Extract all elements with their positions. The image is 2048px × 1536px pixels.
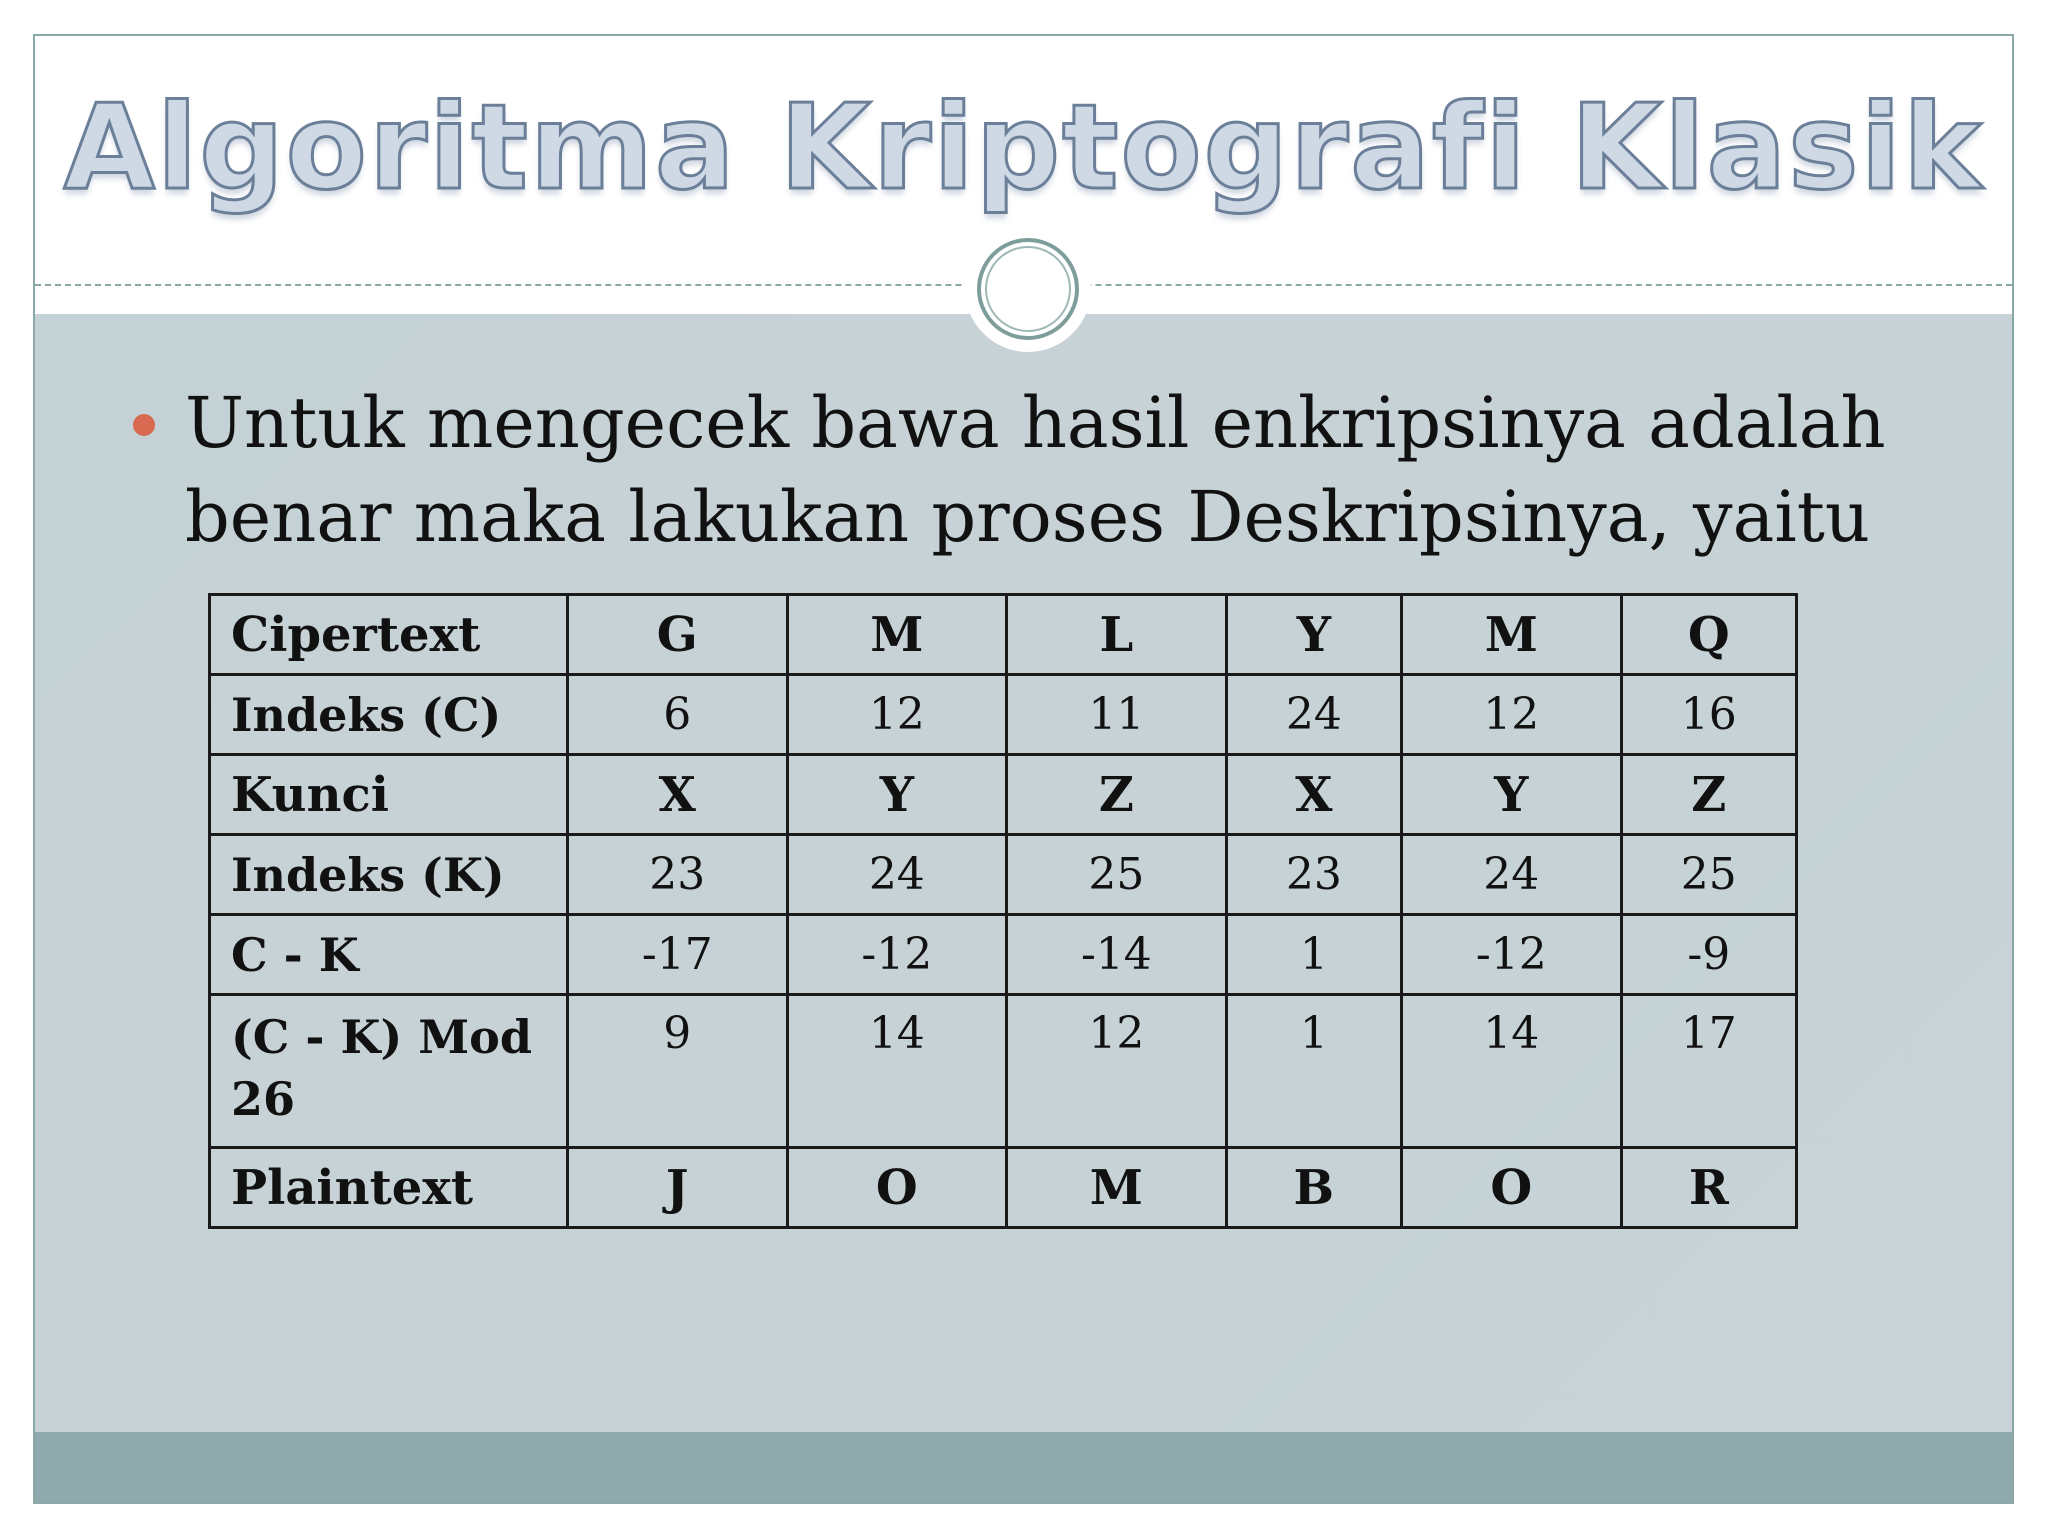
bullet-text: Untuk mengecek bawa hasil enkripsinya adalah benar maka lakukan proses Deskripsinya, yaitu [185,382,1886,558]
table-cell: 1 [1226,915,1401,995]
table-cell: 9 [568,995,788,1148]
table-cell: 16 [1621,675,1796,755]
row-label: Indeks (C) [210,675,568,755]
table-cell: Z [1621,755,1796,835]
table-cell: Y [787,755,1007,835]
table-cell: O [1402,1148,1622,1228]
table-cell: 25 [1007,835,1227,915]
row-label: Kunci [210,755,568,835]
table-cell: 12 [1007,995,1227,1148]
table-cell: X [568,755,788,835]
decryption-table [208,593,1798,1229]
table-cell: 6 [568,675,788,755]
table-cell: Z [1007,755,1227,835]
row-label: Plaintext [210,1148,568,1228]
table-cell: -12 [787,915,1007,995]
table-cell: 12 [787,675,1007,755]
table-cell: B [1226,1148,1401,1228]
row-label: Indeks (K) [210,835,568,915]
table-cell: 12 [1402,675,1622,755]
table-cell: Q [1621,595,1796,675]
table-cell: Y [1402,755,1622,835]
table-cell: 14 [1402,995,1622,1148]
table-row-plaintext [210,1148,1797,1228]
table-cell: 14 [787,995,1007,1148]
table-cell: -9 [1621,915,1796,995]
table-row-indeks-k [210,835,1797,915]
table-cell: 25 [1621,835,1796,915]
table-cell: M [1007,1148,1227,1228]
table-cell: 1 [1226,995,1401,1148]
table-cell: 24 [1226,675,1401,755]
table-row-c-minus-k [210,915,1797,995]
table-cell: L [1007,595,1227,675]
table-cell: J [568,1148,788,1228]
table-cell: 23 [568,835,788,915]
table-cell: 17 [1621,995,1796,1148]
row-label: C - K [210,915,568,995]
bullet-dot-icon [133,414,155,436]
circle-emblem-inner [985,246,1071,332]
table-row-indeks-c [210,675,1797,755]
table-cell: 24 [787,835,1007,915]
table-cell: M [787,595,1007,675]
table-cell: R [1621,1148,1796,1228]
table-cell: -12 [1402,915,1622,995]
slide-title: Algoritma Kriptografi Klasik [63,78,1984,216]
slide [33,34,2014,1504]
table-cell: Y [1226,595,1401,675]
table-cell: M [1402,595,1622,675]
table-cell: 24 [1402,835,1622,915]
table-cell: G [568,595,788,675]
table-cell: 11 [1007,675,1227,755]
table-row-cipertext [210,595,1797,675]
table-row-mod-26 [210,995,1797,1148]
table-cell: 23 [1226,835,1401,915]
row-label: Cipertext [210,595,568,675]
table-cell: O [787,1148,1007,1228]
table-cell: X [1226,755,1401,835]
row-label: (C - K) Mod 26 [210,995,568,1148]
footer-bar [35,1432,2012,1502]
table-row-kunci [210,755,1797,835]
table-cell: -17 [568,915,788,995]
table-cell: -14 [1007,915,1227,995]
